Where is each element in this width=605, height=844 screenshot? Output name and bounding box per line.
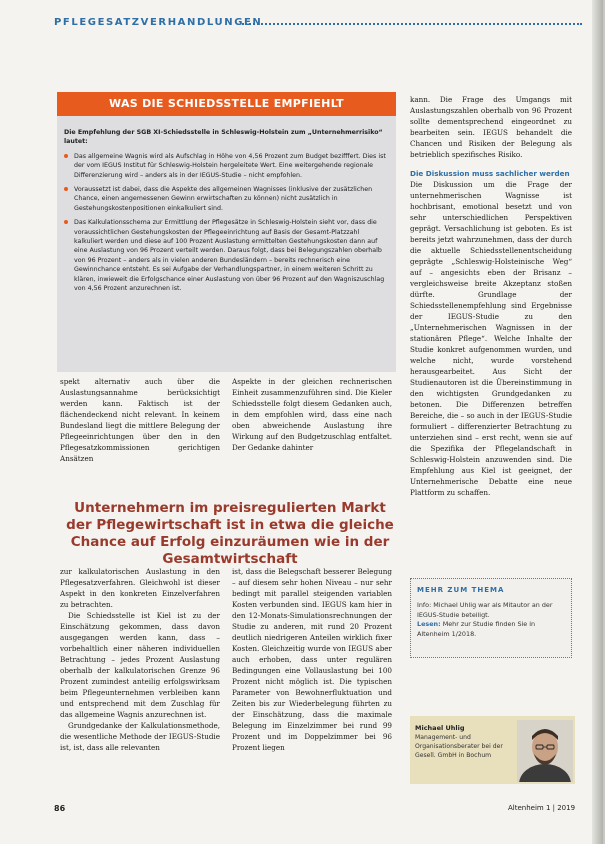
page-edge-shadow	[592, 0, 603, 844]
body-paragraph: Die Schiedsstelle ist Kiel ist zu der Einschätzung gekommen, dass davon ausgegangen werden kann, dass – vorbehaltlich einer näheren individuellen Betrachtung – jedes Prozent Auslastung oberhalb der kalkulatorischen Grenze 96 Prozent zumindest anteilig erfolgswirksam beim Pflegeunternehmen verbleiben kann und entsprechend mit dem Zuschlag für das allgemeine Wagnis anzurechnen ist.	[60, 611, 220, 719]
body-paragraph: Aspekte in der gleichen rechnerischen Einheit zusammenzuführen sind. Die Kieler Schiedsstelle folgt diesem Gedanken auch, in dem empfohlen wird, dass eine nach oben abweichende Auslastung ihre Wirkung auf den Budgetzuschlag entfaltet. Der Gedanke dahinter	[232, 377, 392, 452]
bullet-marker	[64, 154, 68, 158]
bullet-marker	[64, 220, 68, 224]
subheading: Die Diskussion muss sachlicher werden	[410, 169, 570, 178]
read-label: Lesen:	[417, 620, 441, 628]
more-on-topic-body	[417, 601, 565, 639]
bullet-marker	[64, 187, 68, 191]
bullet-text: Das Kalkulationsschema zur Ermittlung der Pflegesätze in Schleswig-Holstein sieht vor, dass die voraussichtlichen Gestehungskosten der Pflegeeinrichtung auf Basis der Gesamt-Platzzahl kalkuliert werden und diese auf 100 Prozent Auslastung ermittelten Gestehungskosten dann auf eine Auslastung von 96 Prozent verteilt werden. Daraus folgt, dass bei Belegungszahlen oberhalb von 96 Prozent – anders als in vielen anderen Bundesländern – bereits rechnerisch eine Gewinnchance entsteht. Es sei Aufgabe der Verhandlungspartner, in einem weiteren Schritt zu klären, inwieweit die Erfolgschance einer Auslastung von über 96 Prozent auf den Wagniszuschlag von 4,56 Prozent anzurechnen ist.	[74, 219, 385, 293]
author-photo	[517, 720, 573, 782]
read-line	[417, 620, 565, 639]
bullet-text: Voraussetzt ist dabei, dass die Aspekte des allgemeinen Wagnisses (inklusive der zusätzlichen Chance, einen angemessenen Gewinn erwirtschaften zu können) nicht zusätzlich in Gestehungskostenpositionen einkalkuliert sind.	[74, 186, 373, 212]
author-description: Management- und Organisationsberater bei der Gesell. GmbH in Bochum	[415, 734, 503, 759]
magazine-issue: Altenheim 1 | 2019	[508, 804, 576, 812]
info-box-intro: Die Empfehlung der SGB XI-Schiedsstelle in Schleswig-Holstein zum „Unternehmerrisiko“ lautet:	[64, 129, 383, 146]
more-on-topic-box	[410, 578, 572, 658]
author-name: Michael Uhlig	[415, 724, 465, 732]
column-3	[410, 94, 572, 498]
more-on-topic-title: MEHR ZUM THEMA	[417, 586, 505, 594]
body-paragraph: spekt alternativ auch über die Auslastungsannahme berücksichtigt werden kann. Faktisch ist der flächendeckend nicht relevant. In keinem Bundesland liegt die mittlere Belegung der Pflegeeinrichtungen über den in den Pflegesatzkommissionen gerichtigen Ansätzen	[60, 377, 220, 463]
column-1-top	[60, 376, 220, 464]
info-box-bullet	[64, 185, 389, 213]
body-paragraph: zur kalkulatorischen Auslastung in den Pflegesatzverfahren. Gleichwohl ist dieser Aspekt in den konkreten Einzelverfahren zu betrachten.	[60, 567, 220, 609]
column-2-bottom	[232, 566, 392, 753]
info-box	[57, 92, 396, 372]
info-line: Info: Michael Uhlig war als Mitautor an der IEGUS-Studie beteiligt.	[417, 601, 553, 619]
read-text: Mehr zur Studie finden Sie in Altenheim 1/2018.	[417, 620, 536, 638]
info-box-bullet	[64, 218, 389, 293]
column-2-top	[232, 376, 392, 453]
section-header	[52, 14, 582, 32]
info-box-title: WAS DIE SCHIEDSSTELLE EMPFIEHLT	[57, 92, 396, 116]
info-box-body	[64, 128, 389, 299]
body-paragraph: Die Diskussion um die Frage der unternehmerischen Wagnisse ist hochbrisant, emotional besetzt und von sehr unterschiedlichen Perspektiven geprägt. Versachlichung ist geboten. Es ist bereits jetzt wahrzunehmen, dass der durch die aktuelle Schiedsstellenentscheidung geprägte „Schleswig-Holsteinische Weg“ auf – angesichts eben der Brisanz – vergleichsweise breite Akzeptanz stoßen dürfte. Grundlage der Schiedsstellenempfehlung sind Ergebnisse der IEGUS-Studie zu den „Unternehmerischen Wagnissen in der stationären Pflege“. Welche Inhalte der Studie konkret aufgenommen wurden, und welche nicht, wurde vorstehend herausgearbeitet. Aus Sicht der Studienautoren ist die Übereinstimmung in den wichtigsten Grundgedanken zu betonen. Die Differenzen betreffen Bereiche, die – so auch in der IEGUS-Studie formuliert – differenzierter Betrachtung zu unterziehen sind – erst recht, wenn sie auf die Spezifika der Pflegelandschaft in Schleswig-Holstein anzuwenden sind. Die Empfehlung aus Kiel ist geeignet, der Unternehmerische Debatte eine neue Plattform zu schaffen.	[410, 180, 572, 497]
pull-quote-headline: Unternehmern im preisregulierten Markt der Pflegewirtschaft ist in etwa die gleiche Chance auf Erfolg einzuräumen wie in der Gesamtwirtschaft	[66, 500, 394, 567]
header-dotted-rule	[242, 23, 582, 25]
column-1-bottom	[60, 566, 220, 753]
body-paragraph: Grundgedanke der Kalkulationsmethode, die wesentliche Methode der IEGUS-Studie ist, ist, dass alle relevanten	[60, 721, 220, 752]
info-box-bullet	[64, 152, 389, 180]
page-number: 86	[54, 804, 66, 813]
body-paragraph: ist, dass die Belegschaft besserer Belegung – auf diesem sehr hohen Niveau – nur sehr bedingt mit parallel steigenden variablen Kosten verbunden sind. IEGUS kam hier in den 12-Monats-Simulationsrechnungen der Studie zu anderen, mit rund 20 Prozent deutlich niedrigeren Anteilen wirklich fixer Kosten. Gleichzeitig wurde von IEGUS aber auch erhoben, dass unter regulären Bedingungen eine Vollauslastung bei 100 Prozent nicht möglich ist. Die typischen Parameter von Bewohnerfluktuation und Zeiten bis zur Wiederbelegung führten zu der Einschätzung, dass die maximale Belegung im Einzelzimmer bei rund 99 Prozent und im Doppelzimmer bei 96 Prozent liegen	[232, 567, 392, 752]
body-paragraph: kann. Die Frage des Umgangs mit Auslastungszahlen oberhalb von 96 Prozent sollte dementsprechend eingeordnet zu bearbeiten sein. IEGUS behandelt die Chancen und Risiken der Belegung als betrieblich spezifisches Risiko.	[410, 95, 572, 159]
author-box	[410, 716, 575, 784]
section-title: PFLEGESATZVERHANDLUNGEN	[54, 17, 263, 28]
bullet-text: Das allgemeine Wagnis wird als Aufschlag in Höhe von 4,56 Prozent zum Budget bezifffert. Dies ist der vom IEGUS Institut für Schleswig-Holstein hergeleitete Wert. Eine weitergehende regionale Differenzierung wird – anders als in der IEGUS-Studie – nicht empfohlen.	[74, 152, 386, 179]
